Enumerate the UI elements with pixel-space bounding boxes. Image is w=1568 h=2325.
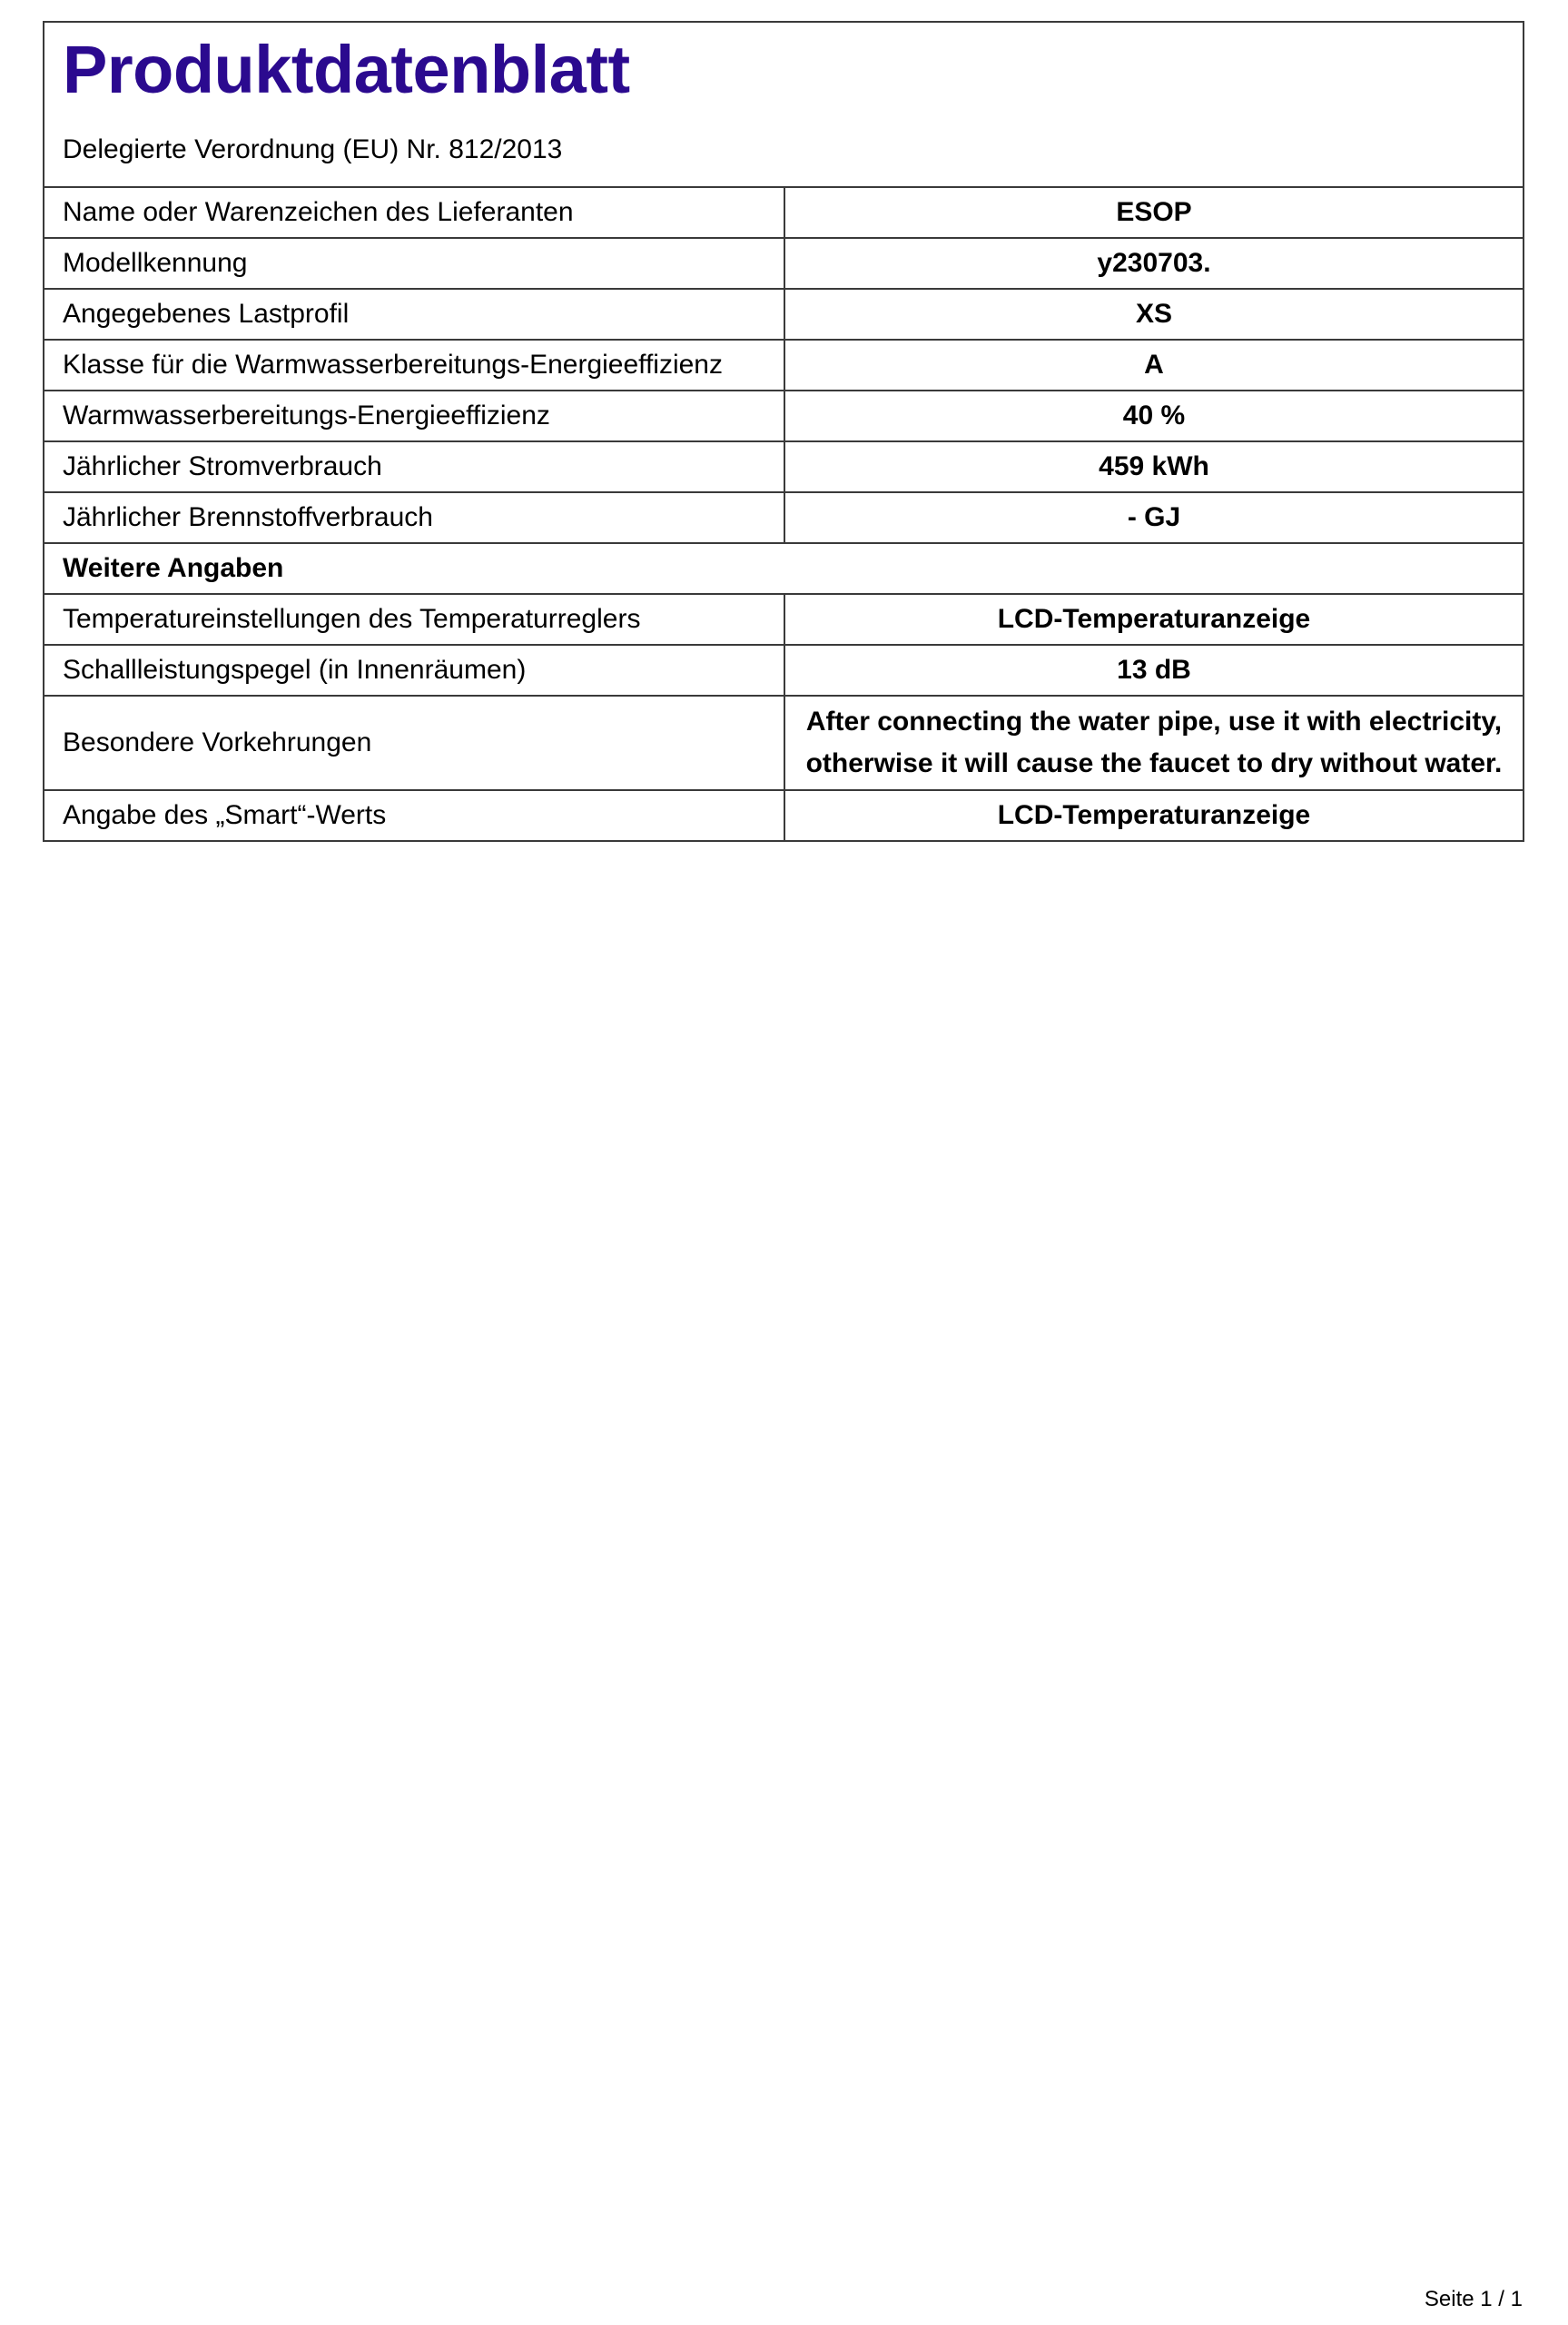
table-row — [44, 391, 1523, 441]
row-label-smart: Angabe des „Smart“-Werts — [44, 790, 784, 840]
row-value-sound-power: 13 dB — [784, 645, 1523, 696]
row-label-efficiency-class: Klasse für die Warmwasserbereitungs-Energieeffizienz — [44, 340, 784, 391]
row-label-model: Modellkennung — [44, 238, 784, 289]
row-label-thermostat: Temperatureinstellungen des Temperaturreglers — [44, 594, 784, 645]
page-title: Produktdatenblatt — [63, 32, 630, 107]
row-value-thermostat: LCD-Temperaturanzeige — [784, 594, 1523, 645]
row-label-load-profile: Angegebenes Lastprofil — [44, 289, 784, 340]
table-row — [44, 696, 1523, 790]
row-value-fuel: - GJ — [784, 492, 1523, 543]
row-value-precautions — [784, 696, 1523, 790]
data-table — [44, 188, 1523, 840]
sheet-header — [44, 23, 1523, 188]
row-value-smart: LCD-Temperaturanzeige — [784, 790, 1523, 840]
table-row — [44, 188, 1523, 238]
row-label-fuel: Jährlicher Brennstoffverbrauch — [44, 492, 784, 543]
row-label-precautions: Besondere Vorkehrungen — [44, 696, 784, 790]
section-row — [44, 543, 1523, 594]
row-value-supplier: ESOP — [1116, 197, 1192, 227]
row-label-electricity: Jährlicher Stromverbrauch — [44, 441, 784, 492]
table-row — [44, 340, 1523, 391]
table-row — [44, 492, 1523, 543]
regulation-subtitle: Delegierte Verordnung (EU) Nr. 812/2013 — [63, 134, 563, 164]
row-value-load-profile: XS — [784, 289, 1523, 340]
row-value-electricity: 459 kWh — [784, 441, 1523, 492]
row-value-efficiency: 40 % — [784, 391, 1523, 441]
row-label-efficiency: Warmwasserbereitungs-Energieeffizienz — [44, 391, 784, 441]
row-label-supplier: Name oder Warenzeichen des Lieferanten — [44, 188, 784, 238]
row-label-sound-power: Schallleistungspegel (in Innenräumen) — [44, 645, 784, 696]
table-row — [44, 238, 1523, 289]
table-row — [44, 790, 1523, 840]
table-row — [44, 645, 1523, 696]
table-row — [44, 594, 1523, 645]
precautions-line-2: otherwise it will cause the faucet to dry without water. — [805, 748, 1503, 778]
row-value-model: y230703. — [784, 238, 1523, 289]
product-data-sheet — [43, 21, 1524, 842]
table-row — [44, 289, 1523, 340]
row-value-efficiency-class: A — [784, 340, 1523, 391]
page-number: Seite 1 / 1 — [1424, 2287, 1523, 2311]
precautions-line-1: After connecting the water pipe, use it with electricity, — [805, 706, 1503, 737]
table-row — [44, 441, 1523, 492]
section-title: Weitere Angaben — [44, 543, 1523, 594]
